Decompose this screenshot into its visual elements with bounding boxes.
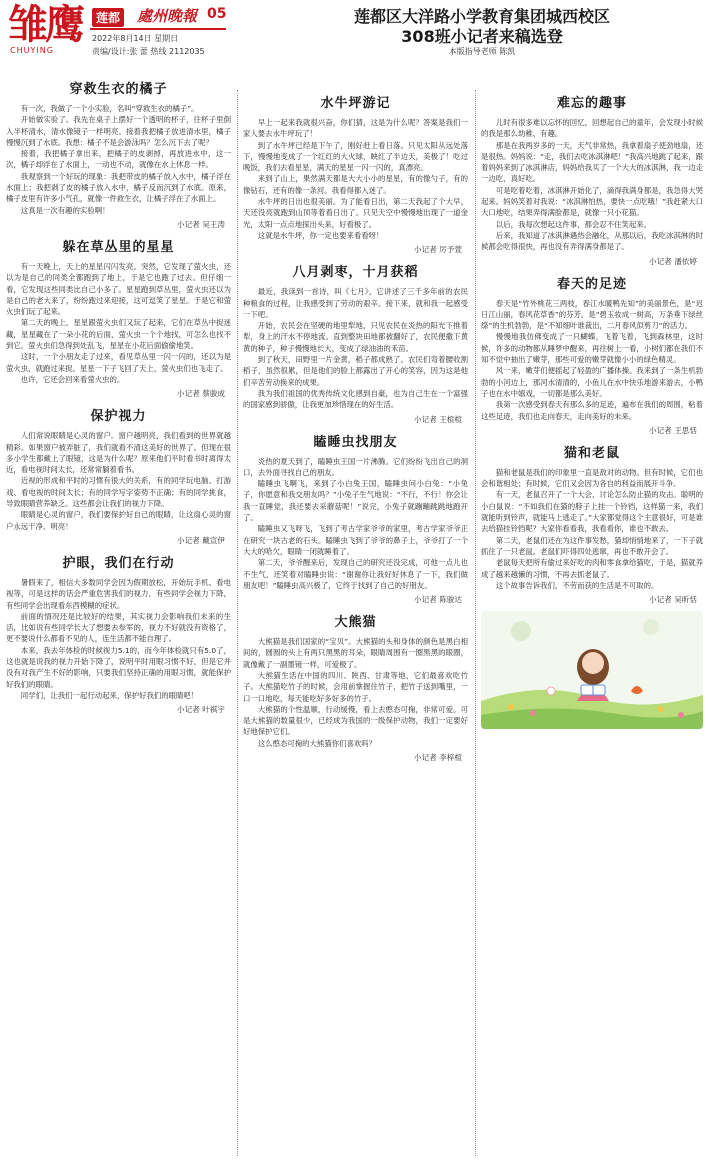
paragraph: 猫和老鼠是我们的印象里一直是敌对的动物。但有时候，它们也会和谐相处；有时候，它们又会因为各自的利益而展开斗争。 (481, 467, 703, 489)
paragraph: 到了秋天，田野里一片金黄，稻子都成熟了。农民们弯着腰收割稻子，虽然很累，但是他们的脸上都露出了开心的笑容，因为这是他们辛苦劳动换来的成果。 (243, 355, 468, 387)
column-middle (243, 72, 468, 769)
byline: 小记者 潘依婷 (649, 256, 697, 266)
byline: 小记者 厉予萱 (414, 245, 462, 255)
article (243, 431, 468, 606)
byline: 小记者 吴王涛 (177, 219, 225, 229)
paragraph: 第二天，老鼠们还在为这件事发愁，猫却悄悄地来了，一下子就抓住了一只老鼠。老鼠们吓得四处逃窜，再也不敢开会了。 (481, 535, 703, 556)
article-title: 水牛坪游记 (320, 96, 391, 111)
paragraph: 本来，我去年体检的时候视力5.1的，而今年体检就只有5.0了，这也就是说我的视力开始下降了，说明平时用眼习惯不好，但是它并没有对我产生不好的影响，只要我们坚持正确的用眼习惯，就能保护好我们的眼睛。 (6, 645, 231, 689)
paragraph: 有一次，我做了一个小实验，名叫“穿救生衣的橘子”。 (20, 104, 199, 113)
article-title: 八月剥枣，十月获稻 (292, 265, 419, 281)
paragraph: 前面的情况还是比较好的结果，其实视力会影响我们未来的生活，比如说有些同学长大了想要去参军的，视力不好就没有资格了，更不要说什么都看不见的人，连生活都不能自理了。 (6, 611, 231, 644)
paragraph: 暑假来了，相信大多数同学会因为假期放松，开始玩手机、看电视等，可是这样的话会严重危害我们的视力，有些同学会视力下降，有些同学会出现看东西模糊的症状。 (6, 577, 231, 610)
advisor-credit: 本版指导老师 陈凯 (448, 47, 516, 56)
article-title: 躲在草丛里的星星 (62, 239, 175, 255)
byline: 小记者 戴宣伊 (177, 535, 225, 545)
paragraph: 我为我们祖国的优秀传统文化感到自豪，也为自己生在一个富强的国家感到骄傲，让我更加珍惜现在的好生活。 (243, 388, 468, 410)
page-number: 05 (207, 6, 227, 22)
byline: 小记者 吴昕恬 (649, 595, 697, 605)
paragraph: 到了水牛坪已经是下午了，刚好赶上看日落。只见太阳从远处落下，慢慢地变成了一个红红的大火球，映红了半边天，美极了！吃过晚饭，我们去看星星，满天的星星一闪一闪的，真漂亮。 (243, 140, 468, 173)
paragraph: 同学们，让我们一起行动起来，保护好我们的眼睛吧！ (20, 690, 199, 700)
paragraph: 这个故事告诉我们，不劳而获的生活是不可取的。 (495, 580, 659, 590)
paragraph: 我观察到一个好玩的现象：我把带皮的橘子放入水中，橘子浮在水面上；我把剥了皮的橘子放入水中，橘子反而沉到了水底。原来，橘子皮里有许多小气孔，就像一件救生衣，让橘子浮在了水面上。 (6, 171, 231, 204)
paragraph: 眼睛是心灵的窗户，我们要保护好自己的眼睛，让这扇心灵的窗户永远干净、明亮！ (6, 510, 231, 531)
paragraph: 最近，我读到一首诗，叫《七月》，它讲述了三千多年前的农民种粮食的过程，让我感受到了劳动的艰辛。接下来，就和我一起感受一下吧。 (243, 287, 468, 319)
paragraph: 风一来，嫩芽们便摇起了轻盈的广播体操。我来到了一条生机勃勃的小河边上，那河水清清的，小鱼儿在水中快乐地游来游去，小鸭子也在水中嬉戏，一切都是那么美好。 (481, 366, 703, 398)
column-divider (475, 90, 476, 1156)
byline: 小记者 李梓楦 (414, 753, 462, 763)
article-title: 春天的足迹 (556, 276, 627, 292)
paragraph: 有一天晚上，天上的星星闪闪发亮。突然，它发现了萤火虫，还以为是自己的同类全都跑到了地上，于是它也跑了过去。但仔细一看，它发现这些同类比自己小多了。星星跑到草丛里，萤火虫还以为是自己的老大来了，纷纷跑过来迎接，这可逗笑了星星。于是它和萤火虫们玩了起来。 (6, 261, 231, 317)
article (481, 273, 703, 436)
article (6, 552, 231, 715)
paragraph: 以后，我每次想起这件事，都会忍不住笑起来。 (495, 219, 652, 229)
paragraph: 慢慢地我仿佛变成了一只蝴蝶，飞着飞着，飞到森林里，这时候，许多的动物都从睡梦中醒来，再往树上一看，小树们都在我们不知不觉中抽出了嫩芽，那些可爱的嫩芽就像小小的绿色精灵。 (481, 332, 703, 365)
issue-date: 2022年8月14日 星期日 (92, 34, 179, 43)
page-title-line1: 莲都区大洋路小学教育集团城西校区 (353, 7, 610, 26)
paper-name: 處州晚報 (137, 7, 198, 25)
paragraph: 有一天，老鼠召开了一个大会，讨论怎么防止猫的攻击。聪明的小白鼠说：“不如我们在猫的脖子上挂一个铃铛，这样猫一来，我们就能听到铃声，就能马上逃走了。”大家都觉得这个主意很好，可是谁去给猫挂铃铛呢？大家你看看我，我看看你，谁也不敢去。 (481, 490, 703, 534)
article (243, 92, 468, 255)
paragraph: 也许，它还会回来看萤火虫的。 (20, 374, 125, 384)
paragraph: 大熊猫是我们国家的“宝贝”。大熊猫的头和身体的颜色是黑白相间的，圆圆的头上有两只黑黑的耳朵，眼睛周围有一圈黑黑的眼圈，就像戴了一副墨镜一样，可爱极了。 (243, 637, 468, 669)
paragraph: 开始，农民会在坚硬的地里犁地，只见农民在炎热的阳光下推着犁，身上的汗水不停地流。直到整块田地都被翻好了，农民便撒下黄黄的种子，种子慢慢地长大，变成了绿油油的禾苗。 (243, 321, 468, 353)
illustration-svg (481, 611, 703, 729)
paragraph: 第二天的晚上，星星跟萤火虫们又玩了起来，它们在草丛中捉迷藏，星星藏在了一朵小花的后面，萤火虫一个个地找，可怎么也找不到它。萤火虫们急得到处乱飞，星星在小花后面偷偷地笑。 (6, 318, 231, 351)
paragraph: 我第一次感受到春天有那么多的足迹，遍布在我们的周围，粘着这些足迹，我们也走向春天，走向美好的未来。 (481, 400, 703, 421)
paragraph: 水牛坪的日出也很美丽。为了能看日出，第二天我起了个大早，天还没亮就跑到山顶等着看日出了。只见天空中慢慢地出现了一道金光，太阳一点点地探出头来，好看极了。 (243, 197, 468, 229)
article (6, 405, 231, 546)
article-title: 瞌睡虫找朋友 (313, 434, 398, 450)
paragraph: 这么憨态可掬的大熊猫你们喜欢吗？ (257, 738, 377, 748)
article-title: 猫和老鼠 (563, 445, 620, 461)
paragraph: 来到了山上，果然满天都是大大小小的星星，有的像勺子，有的像钻石，还有的像一条河。我看得都入迷了。 (243, 174, 468, 195)
paragraph: 后来，我知道了冰淇淋遇热会融化，从那以后，我吃冰淇淋的时候都会吃得很快，再也没有弄得满身都是了。 (481, 230, 703, 252)
paragraph: 老鼠每天把所有偷过来好吃的肉和零食拿给猫吃，于是，猫就养成了越来越懒的习惯，不再去抓老鼠了。 (481, 558, 703, 579)
paragraph: 那是在我两岁多的一天，天气非常热，我拿着扇子使劲地扇，还是很热。妈妈说：“走，我们去吃冰淇淋吧！”我高兴地跳了起来，跟着妈妈来到了冰淇淋店，妈妈给我买了一个大大的冰淇淋，我一边走一边吃，真好吃。 (481, 140, 703, 184)
article (243, 261, 468, 424)
column-right (481, 72, 703, 729)
paragraph: 近视的形成和平时的习惯有很大的关系，有的同学玩电脑、打游戏、看电视的时间太长；有的同学写字姿势不正确；有的同学挑食，导致眼睛营养缺乏。这些都会让我们的视力下降。 (6, 476, 231, 509)
paper-logo: 雏鹰 (8, 1, 82, 48)
paragraph: 这真是一次有趣的实验啊！ (20, 205, 110, 215)
byline: 小记者 王楦楦 (414, 414, 462, 424)
editor-credit: 责编/设计:张 蕾 热线 2112035 (92, 47, 205, 56)
paragraph: 早上一起来我就很兴奋，你们猜，这是为什么呢？答案是我们一家人要去水牛坪玩了！ (243, 118, 468, 139)
paragraph: 春天是“竹外桃花三两枝，春江水暖鸭先知”的美丽景色，是“迟日江山丽，春风花草香”的芬芳，是“碧玉妆成一树高，万条垂下绿丝绦”的生机勃勃，是“不知细叶谁裁出，二月春风似剪刀”的活力。 (481, 298, 703, 331)
article-title: 保护视力 (90, 409, 147, 425)
paragraph: 这就是水牛坪，你一定也要来看看呀！ (257, 230, 384, 240)
masthead (0, 0, 708, 62)
article (6, 236, 231, 399)
article (6, 78, 231, 230)
article-title: 护眼，我们在行动 (62, 555, 175, 571)
paragraph: 开始做实验了。我先在桌子上摆好一个透明的杯子，往杯子里倒入半杯清水，清水像镜子一样明亮。接着我把橘子放进清水里，橘子慢慢沉到了水底。我想：橘子不是会游泳吗？怎么沉下去了呢？ (6, 115, 231, 147)
masthead-rule (90, 28, 226, 30)
section-badge: 莲都 (92, 8, 124, 27)
paragraph: 儿时有很多难以忘怀的回忆，回想起自己的童年，会发现小时候的我是那么幼稚、有趣。 (481, 118, 703, 139)
article-title: 穿救生衣的橘子 (69, 82, 168, 97)
column-left (6, 72, 231, 721)
article-title: 难忘的趣事 (556, 96, 627, 111)
paragraph: 瞌睡虫飞啊飞，来到了小白兔王国，瞌睡虫问小白兔：“小兔子，你愿意和我交朋友吗？”小兔子生气地说：“不行，不行！你会让我一直睡觉，我还要去采蘑菇呢！”说完，小兔子就蹦蹦跳跳地跑开了。 (243, 479, 468, 523)
paragraph: 人们常说眼睛是心灵的窗户。窗户越明亮，我们看到的世界就越精彩。如果窗户被弄脏了，我们就看不清这美好的世界了。但现在很多小学生都戴上了眼镜，这是为什么呢？原来他们平时看书时离得太近，看电视时间太长，还常常躺着看书。 (6, 431, 231, 475)
paragraph: 大熊猫生活在中国的四川、陕西、甘肃等地，它们最喜欢吃竹子。大熊猫吃竹子的时候，会用前掌握住竹子，把竹子送到嘴里，一口一口地吃，每天能吃好多好多的竹子。 (243, 670, 468, 703)
byline: 小记者 王思恬 (649, 425, 697, 435)
paragraph: 可是吃着吃着，冰淇淋开始化了，滴得我满身都是，我急得大哭起来。妈妈笑着对我说：“冰淇淋怕热，要快一点吃哦！”我赶紧大口大口地吃，结果弄得满脸都是，就像一只小花猫。 (481, 185, 703, 218)
byline: 小记者 陈骏达 (414, 595, 462, 605)
paragraph: 大熊猫的个性温顺，行动缓慢，看上去憨态可掬，非常可爱。可是大熊猫的数量很少，已经成为我国的一级保护动物，我们一定要好好地保护它们。 (243, 704, 468, 737)
byline: 小记者 叶祺宇 (177, 705, 225, 715)
girl-reading-illustration (481, 611, 703, 729)
paragraph: 接着，我把橘子拿出来，把橘子的皮剥掉，再放进水中，这一次，橘子却浮在了水面上，一动也不动，就像在水上休息一样。 (6, 149, 231, 170)
article (243, 611, 468, 763)
article (481, 92, 703, 267)
paragraph: 第二天，爷爷醒来后，发现自己的研究还没完成，可他一点儿也不生气，还笑着对瞌睡虫说：“谢谢你让我好好休息了一下，我们做朋友吧！”瞌睡虫高兴极了，它终于找到了自己的好朋友。 (243, 558, 468, 590)
paragraph: 这时，一个小朋友走了过来，看见草丛里一闪一闪的，还以为是萤火虫，就跑过来捉。星星一下子飞回了天上，萤火虫们也飞走了。 (6, 352, 231, 373)
column-divider (237, 90, 238, 1156)
byline: 小记者 蔡骏成 (177, 389, 225, 399)
paragraph: 瞌睡虫又飞呀飞，飞到了考古学家爷爷的家里，考古学家爷爷正在研究一块古老的石头。瞌睡虫飞到了爷爷的鼻子上，爷爷打了一个大大的哈欠，眼睛一闭就睡着了。 (243, 524, 468, 556)
article (481, 442, 703, 605)
article-title: 大熊猫 (334, 615, 377, 631)
page-title-line2: 308班小记者来稿选登 (401, 27, 563, 46)
paragraph: 炎热的夏天到了，瞌睡虫王国一片沸腾。它们纷纷飞出自己的洞口，去外面寻找自己的朋友。 (243, 456, 468, 477)
paper-logo-en: CHUYING (10, 46, 54, 55)
